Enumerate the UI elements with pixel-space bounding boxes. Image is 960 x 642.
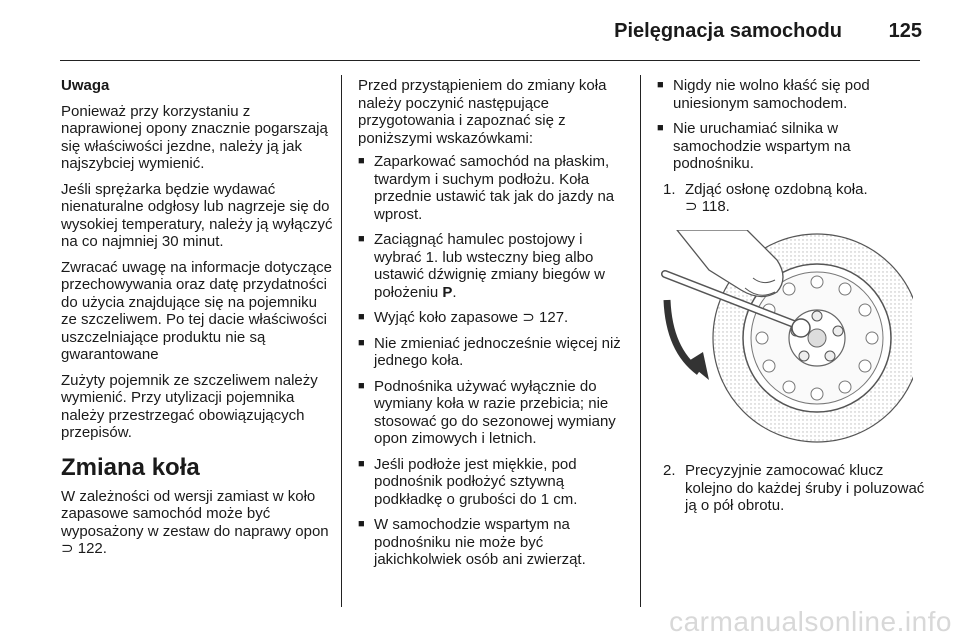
page-number: 125 [888,20,922,42]
warning-list [657,77,925,173]
column-1 [61,77,333,566]
page-ref-link[interactable]: 118. [701,198,730,215]
page-header [0,0,960,62]
note-paragraph: Zużyty pojemnik ze szczeliwem należy wymienić. Przy utylizacji pojemnika należy przestrzegać obowiązujących przepisów. [61,371,318,441]
note-paragraph: Zwracać uwagę na informacje dotyczące przechowywania oraz datę przydatności do użycia znajdujące się na pojemniku ze szczeliwem. Po tej dacie właściwości uszczelniające produktu nie są gwarantowane [61,258,332,363]
page-ref-icon: ⊃ [61,540,74,557]
list-item: ■ Podnośnika używać wyłącznie do wymiany koła w razie przebicia; nie stosować go do sezonowej wymiany opon zimowych i letnich. [358,378,630,448]
intro-paragraph: Przed przystąpieniem do zmiany koła należy poczynić następujące przygotowania i zapoznać się z poniższymi wskazówkami: [358,77,607,147]
note-paragraph: Ponieważ przy korzystaniu z naprawionej opony znacznie pogarszają się właściwości jezdne, należy ją jak najszybciej wymienić. [61,102,328,172]
column-3 [657,77,925,521]
list-item: ■ Jeśli podłoże jest miękkie, pod podnośnik podłożyć sztywną podkładkę o grubości do 1 cm. [358,456,630,509]
page-title: Pielęgnacja samochodu [614,20,842,42]
list-item: ■ W samochodzie wspartym na podnośniku nie może być jakichkolwiek osób ani zwierząt. [358,516,630,569]
page-ref-icon: ⊃ [685,198,698,215]
list-item: ■ Zaparkować samochód na płaskim, twardym i suchym podłożu. Koła przednie ustawić tak jak do jazdy na wprost. [358,153,630,223]
steps-list [663,181,925,216]
section-paragraph: W zależności od wersji zamiast w koło zapasowe samochód może być wyposażony w zestaw do naprawy opon ⊃ 122. [61,487,329,557]
list-item: ■ Wyjąć koło zapasowe ⊃ 127. [358,309,630,327]
wheel-wrench-illustration [657,230,913,446]
column-2 [358,77,630,577]
column-divider-2 [640,75,641,607]
page-ref-icon: ⊃ [522,309,535,326]
page-ref-link[interactable]: 127. [539,309,569,326]
watermark: carmanualsonline.info [669,606,952,637]
section-title: Zmiana koła [61,453,200,481]
list-item: ■ Nie uruchamiać silnika w samochodzie wspartym na podnośniku. [657,120,925,173]
page-ref-link[interactable]: 122. [77,540,107,557]
precaution-list [358,153,630,569]
note-title: Uwaga [61,77,110,94]
step-2: 2. Precyzyjnie zamocować klucz kolejno do każdej śruby i poluzować ją o pół obrotu. [663,462,925,514]
step-1: 1. Zdjąć osłonę ozdobną koła. ⊃ 118. [663,180,868,215]
steps-list-continued [663,462,925,515]
header-rule [60,60,920,61]
list-item: ■ Nigdy nie wolno kłaść się pod uniesionym samochodem. [657,77,925,112]
note-paragraph: Jeśli sprężarka będzie wydawać nienaturalne odgłosy lub nagrzeje się do wysokiej temperatury, należy ją wyłączyć na co najmniej 30 minut. [61,180,333,250]
list-item: ■ Nie zmieniać jednocześnie więcej niż jednego koła. [358,335,630,370]
list-item: ■ Zaciągnąć hamulec postojowy i wybrać 1. lub wsteczny bieg albo ustawić dźwignię zmiany biegów w położeniu P. [358,231,630,301]
column-divider-1 [341,75,342,607]
